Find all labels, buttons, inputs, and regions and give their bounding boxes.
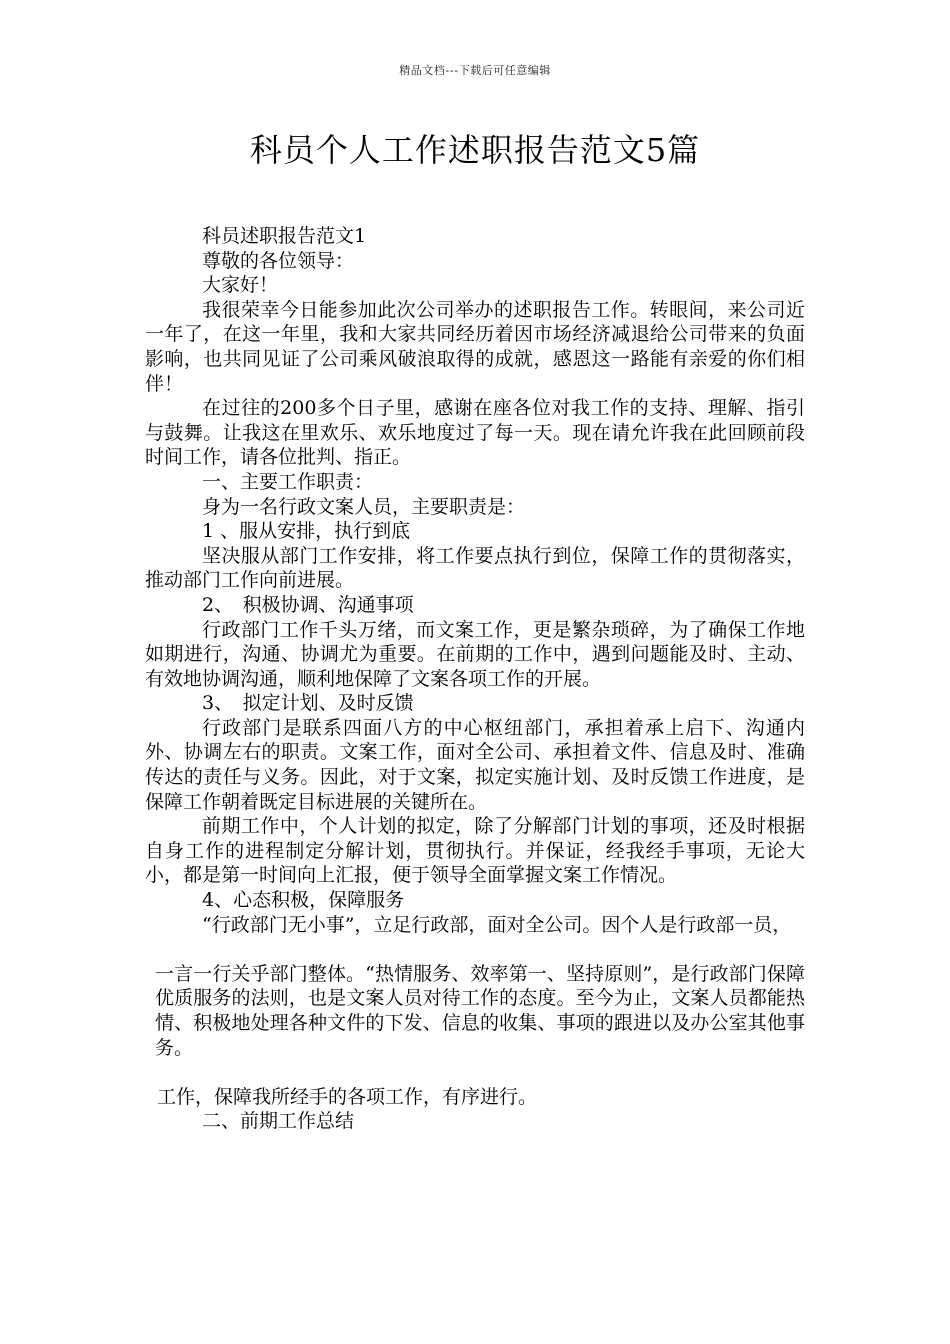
body-paragraph: 一言一行关乎部门整体。“热情服务、效率第一、坚持原则”，是行政部门保障优质服务的法则，也是文案人员对待工作的态度。至今为止，文案人员都能热情、积极地处理各种文件的下发、信息的收集、事项的跟进以及办公室其他事务。 — [155, 962, 805, 1059]
body-paragraph: 我很荣幸今日能参加此次公司举办的述职报告工作。转眼间，来公司近一年了，在这一年里，我和大家共同经历着因市场经济减退给公司带来的负面影响，也共同见证了公司乘风破浪取得的成就，感恩这一路能有亲爱的你们相伴！ — [145, 298, 805, 395]
body-paragraph: 行政部门是联系四面八方的中心枢纽部门，承担着承上启下、沟通内外、协调左右的职责。文案工作，面对全公司、承担着文件、信息及时、准确传达的责任与义务。因此，对于文案，拟定实施计划、及时反馈工作进度，是保障工作朝着既定目标进展的关键所在。 — [145, 716, 805, 813]
list-item-heading: 1 、服从安排，执行到底 — [202, 520, 411, 543]
body-paragraph: 在过往的200多个日子里，感谢在座各位对我工作的支持、理解、指引与鼓舞。让我这在里欢乐、欢乐地度过了每一天。现在请允许我在此回顾前段时间工作，请各位批判、指正。 — [145, 397, 805, 469]
header-note: 精品文档---下载后可任意编辑 — [399, 64, 551, 77]
document-body — [145, 224, 805, 1134]
list-item-heading: 3、 拟定计划、及时反馈 — [202, 692, 414, 715]
body-paragraph: 身为一名行政文案人员，主要职责是： — [202, 495, 526, 518]
subsection-heading: 二、前期工作总结 — [202, 1110, 355, 1133]
salutation: 尊敬的各位领导： — [202, 249, 355, 272]
body-paragraph: 坚决服从部门工作安排，将工作要点执行到位，保障工作的贯彻落实，推动部门工作向前进展。 — [145, 544, 805, 592]
body-paragraph: 前期工作中，个人计划的拟定，除了分解部门计划的事项，还及时根据自身工作的进程制定分解计划，贯彻执行。并保证，经我经手事项，无论大小，都是第一时间向上汇报，便于领导全面掌握文案工作情况。 — [145, 815, 805, 887]
section-heading: 科员述职报告范文1 — [202, 225, 367, 247]
list-item-heading: 2、 积极协调、沟通事项 — [202, 593, 414, 616]
body-paragraph: “行政部门无小事”，立足行政部，面对全公司。因个人是行政部一员， — [202, 913, 792, 936]
greeting: 大家好！ — [202, 274, 279, 297]
subsection-heading: 一、主要工作职责： — [202, 470, 374, 493]
list-item-heading: 4、心态积极，保障服务 — [202, 889, 405, 912]
body-paragraph: 工作，保障我所经手的各项工作，有序进行。 — [157, 1085, 538, 1108]
body-paragraph: 行政部门工作千头万绪，而文案工作，更是繁杂琐碎，为了确保工作地如期进行，沟通、协调尤为重要。在前期的工作中，遇到问题能及时、主动、有效地协调沟通，顺利地保障了文案各项工作的开展。 — [145, 618, 805, 690]
document-title: 科员个人工作述职报告范文5篇 — [249, 131, 701, 169]
